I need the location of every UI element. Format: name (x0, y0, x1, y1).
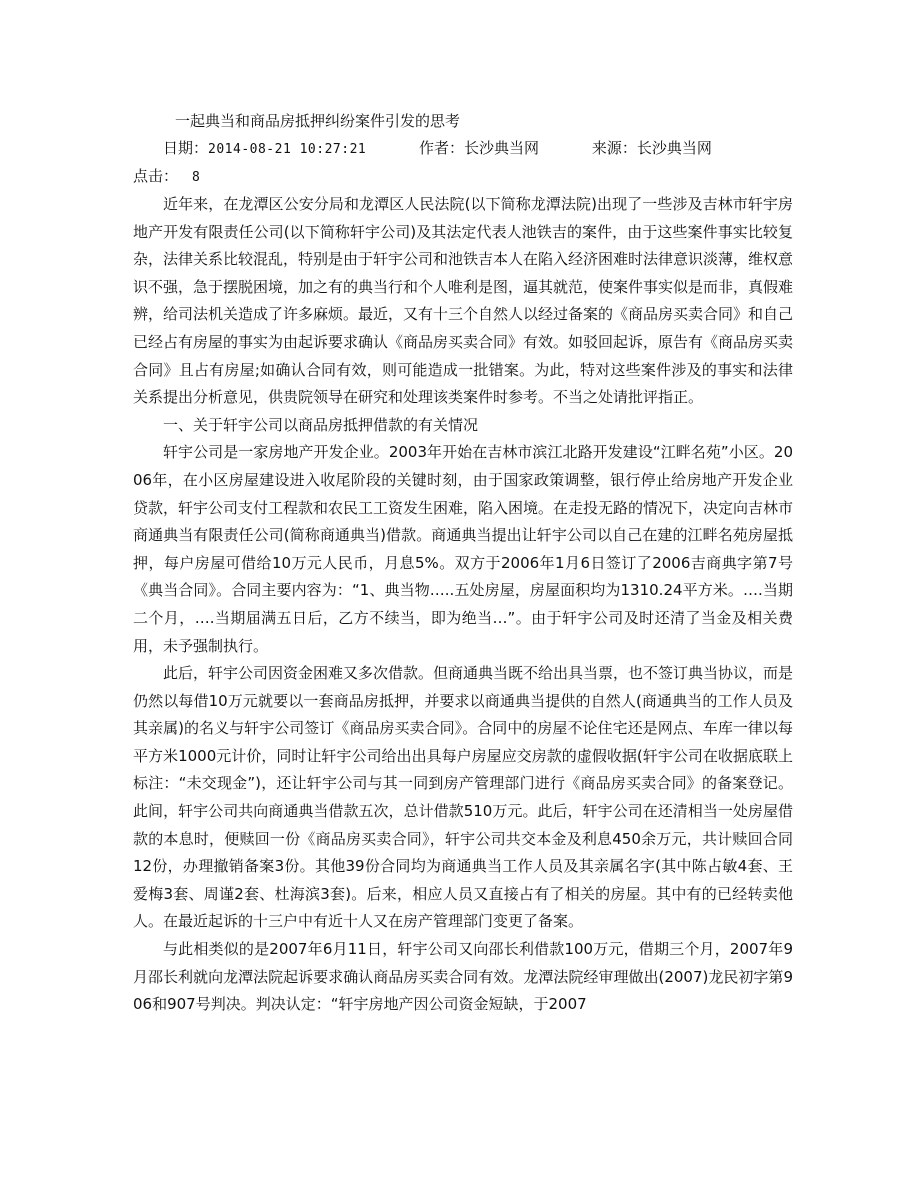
paragraph-similar-case: 与此相类似的是2007年6月11日，轩宇公司又向邵长利借款100万元，借期三个月，2007年9月邵长利就向龙潭法院起诉要求确认商品房买卖合同有效。龙潭法院经审理做出(2007)龙民初字第906和907号判决。判决认定：“轩宇房地产因公司资金短缺，于2007 (133, 940, 793, 1014)
author: 作者：长沙典当网 (419, 139, 540, 157)
section-heading-1: 一、关于轩宇公司以商品房抵押借款的有关情况 (163, 415, 479, 434)
clicks-label: 点击： (133, 167, 179, 185)
date-label: 日期： (163, 139, 209, 157)
paragraph-loans: 此后，轩宇公司因资金困难又多次借款。但商通典当既不给出具当票，也不签订典当协议，而是仍然以每借10万元就要以一套商品房抵押，并要求以商通典当提供的自然人(商通典当的工作人员及其亲属)的名义与轩宇公司签订《商品房买卖合同》。合同中的房屋不论住宅还是网点、车库一律以每平方米1000元计价，同时让轩宇公司给出出具每户房屋应交房款的虚假收据(轩宇公司在收据底联上标注：“未交现金”)，还让轩宇公司与其一同到房产管理部门进行《商品房买卖合同》的备案登记。此间，轩宇公司共向商通典当借款五次，总计借款510万元。此后，轩宇公司在还清相当一处房屋借款的本息时，便赎回一份《商品房买卖合同》，轩宇公司共交本金及利息450余万元，共计赎回合同12份，办理撤销备案3份。其他39份合同均为商通典当工作人员及其亲属名字(其中陈占敏4套、王爱梅3套、周谨2套、杜海滨3套)。后来，相应人员又直接占有了相关的房屋。其中有的已经转卖他人。在最近起诉的十三户中有近十人又在房产管理部门变更了备案。 (133, 664, 794, 931)
paragraph-background: 轩宇公司是一家房地产开发企业。2003年开始在吉林市滨江北路开发建设“江畔名苑”小区。2006年，在小区房屋建设进入收尾阶段的关键时刻，由于国家政策调整，银行停止给房地产开发企业贷款，轩宇公司支付工程款和农民工工资发生困难，陷入困境。在走投无路的情况下，决定向吉林市商通典当有限责任公司(简称商通典当)借款。商通典当提出让轩宇公司以自己在建的江畔名苑房屋抵押，每户房屋可借给10万元人民币，月息5%。双方于2006年1月6日签订了2006吉商典字第7号《典当合同》。合同主要内容为：“1、典当物…..五处房屋，房屋面积均为1310.24平方米。….当期二个月，….当期届满五日后，乙方不续当，即为绝当…”。由于轩宇公司及时还清了当金及相关费用，未予强制执行。 (133, 443, 794, 655)
paragraph-intro: 近年来，在龙潭区公安分局和龙潭区人民法院(以下简称龙潭法院)出现了一些涉及吉林市轩宇房地产开发有限责任公司(以下简称轩宇公司)及其法定代表人池铁吉的案件，由于这些案件事实比较复杂，法律关系比较混乱，特别是由于轩宇公司和池铁吉本人在陷入经济困难时法律意识淡薄，维权意识不强，急于摆脱困境，加之有的典当行和个人唯利是图，逼其就范，使案件事实似是而非，真假难辨，给司法机关造成了许多麻烦。最近，又有十三个自然人以经过备案的《商品房买卖合同》和自己已经占有房屋的事实为由起诉要求确认《商品房买卖合同》有效。如驳回起诉，原告有《商品房买卖合同》且占有房屋;如确认合同有效，则可能造成一批错案。为此，特对这些案件涉及的事实和法律关系提出分析意见，供贵院领导在研究和处理该类案件时参考。不当之处请批评指正。 (133, 195, 794, 407)
click-count (133, 163, 793, 191)
document-page (133, 104, 793, 1019)
source: 来源：长沙典当网 (591, 139, 712, 157)
clicks-value: 8 (192, 170, 200, 185)
article-title: 一起典当和商品房抵押纠纷案件引发的思考 (175, 112, 461, 130)
article-meta (133, 135, 793, 163)
date-value: 2014-08-21 10:27:21 (208, 142, 367, 157)
